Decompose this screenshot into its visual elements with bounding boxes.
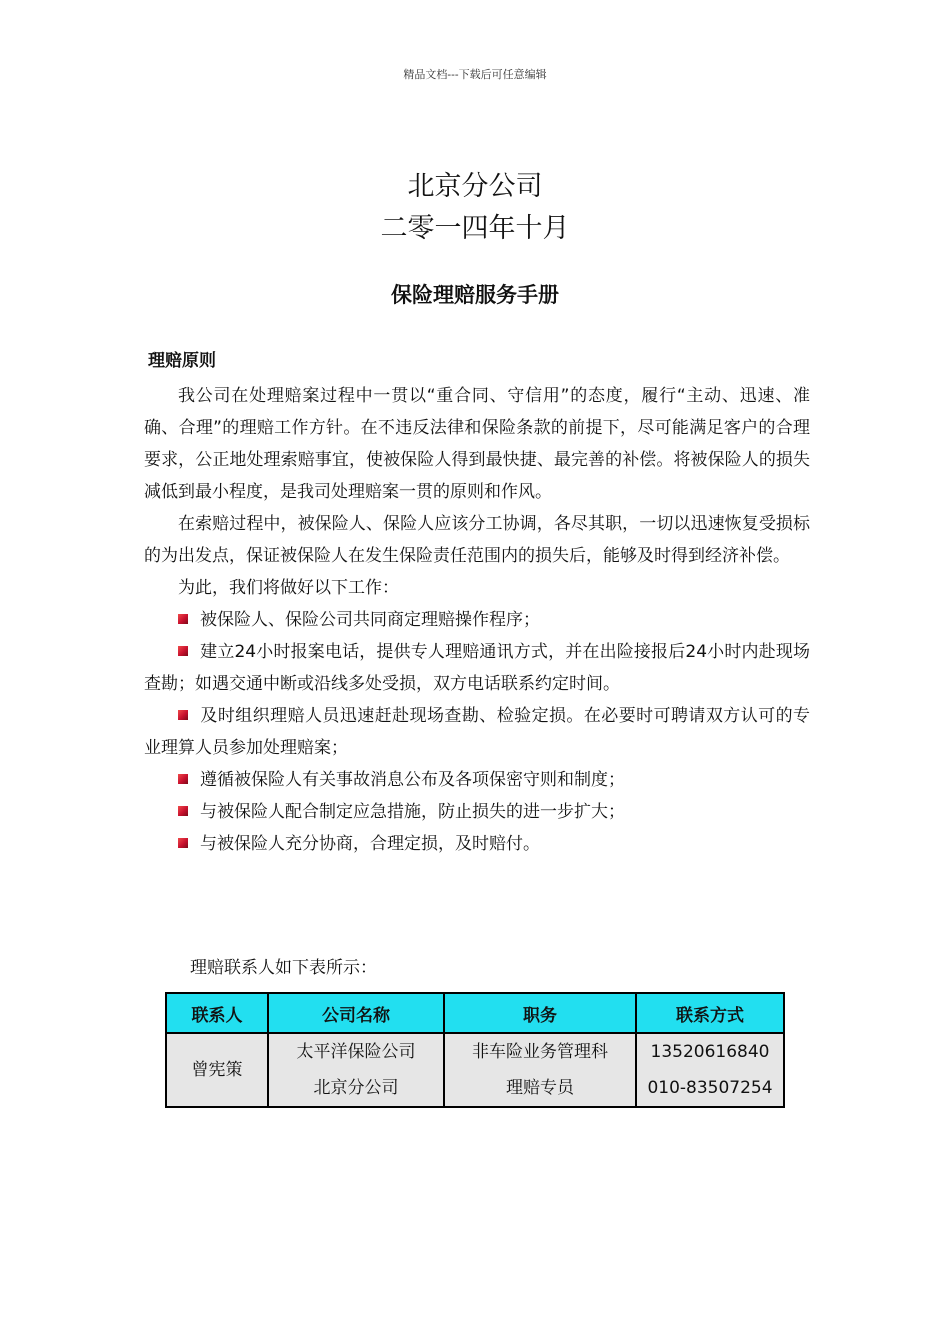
bullet-item xyxy=(144,700,810,764)
section-heading: 理赔原则 xyxy=(148,351,216,371)
document-date: 二零一四年十月 xyxy=(380,213,570,244)
watermark-header: 精品文档---下载后可任意编辑 xyxy=(403,68,547,81)
column-header-contact-info: 联系方式 xyxy=(636,993,784,1033)
bullet-item xyxy=(144,764,810,796)
red-square-bullet-icon xyxy=(178,806,188,816)
contacts-table xyxy=(165,992,785,1108)
red-square-bullet-icon xyxy=(178,838,188,848)
bullet-item xyxy=(144,636,810,700)
paragraph: 在索赔过程中，被保险人、保险人应该分工协调，各尽其职，一切以迅速恢复受损标的为出发点，保证被保险人在发生保险责任范围内的损失后，能够及时得到经济补偿。 xyxy=(144,514,810,566)
section-body xyxy=(144,380,810,860)
paragraph: 我公司在处理赔案过程中一贯以“重合同、守信用”的态度，履行“主动、迅速、准确、合理”的理赔工作方针。在不违反法律和保险条款的前提下，尽可能满足客户的合理要求，公正地处理索赔事宜，使被保险人得到最快捷、最完善的补偿。将被保险人的损失减低到最小程度，是我司处理赔案一贯的原则和作风。 xyxy=(144,386,810,502)
position-line: 理赔专员 xyxy=(506,1078,574,1098)
company-line: 北京分公司 xyxy=(313,1078,399,1098)
cell-company xyxy=(268,1033,444,1107)
bullet-text: 及时组织理赔人员迅速赶赴现场查勘、检验定损。在必要时可聘请双方认可的专业理算人员参加处理赔案； xyxy=(144,706,810,758)
bullet-text: 建立24小时报案电话，提供专人理赔通讯方式，并在出险接报后24小时内赴现场查勘；如遇交通中断或沿线多处受损，双方电话联系约定时间。 xyxy=(144,642,810,694)
column-header-company: 公司名称 xyxy=(268,993,444,1033)
bullet-item xyxy=(144,828,810,860)
mobile-number: 13520616840 xyxy=(650,1042,770,1062)
column-header-position: 职务 xyxy=(444,993,636,1033)
cell-contact-info xyxy=(636,1033,784,1107)
red-square-bullet-icon xyxy=(178,614,188,624)
red-square-bullet-icon xyxy=(178,646,188,656)
paragraph: 为此，我们将做好以下工作： xyxy=(178,578,399,598)
bullet-item xyxy=(144,796,810,828)
bullet-text: 遵循被保险人有关事故消息公布及各项保密守则和制度； xyxy=(200,770,625,790)
table-caption: 理赔联系人如下表所示： xyxy=(190,958,377,978)
position-line: 非车险业务管理科 xyxy=(472,1042,608,1062)
organization-name: 北京分公司 xyxy=(407,171,543,202)
red-square-bullet-icon xyxy=(178,710,188,720)
bullet-text: 与被保险人配合制定应急措施，防止损失的进一步扩大； xyxy=(200,802,625,822)
table-row xyxy=(166,1033,784,1107)
bullet-item xyxy=(144,604,810,636)
bullet-text: 被保险人、保险公司共同商定理赔操作程序； xyxy=(200,610,540,630)
bullet-text: 与被保险人充分协商，合理定损，及时赔付。 xyxy=(200,834,540,854)
cell-contact-name: 曾宪策 xyxy=(166,1033,268,1107)
phone-number: 010-83507254 xyxy=(647,1078,773,1098)
table-header-row xyxy=(166,993,784,1033)
cell-position xyxy=(444,1033,636,1107)
red-square-bullet-icon xyxy=(178,774,188,784)
column-header-contact: 联系人 xyxy=(166,993,268,1033)
company-line: 太平洋保险公司 xyxy=(296,1042,416,1062)
document-title: 保险理赔服务手册 xyxy=(391,283,559,307)
